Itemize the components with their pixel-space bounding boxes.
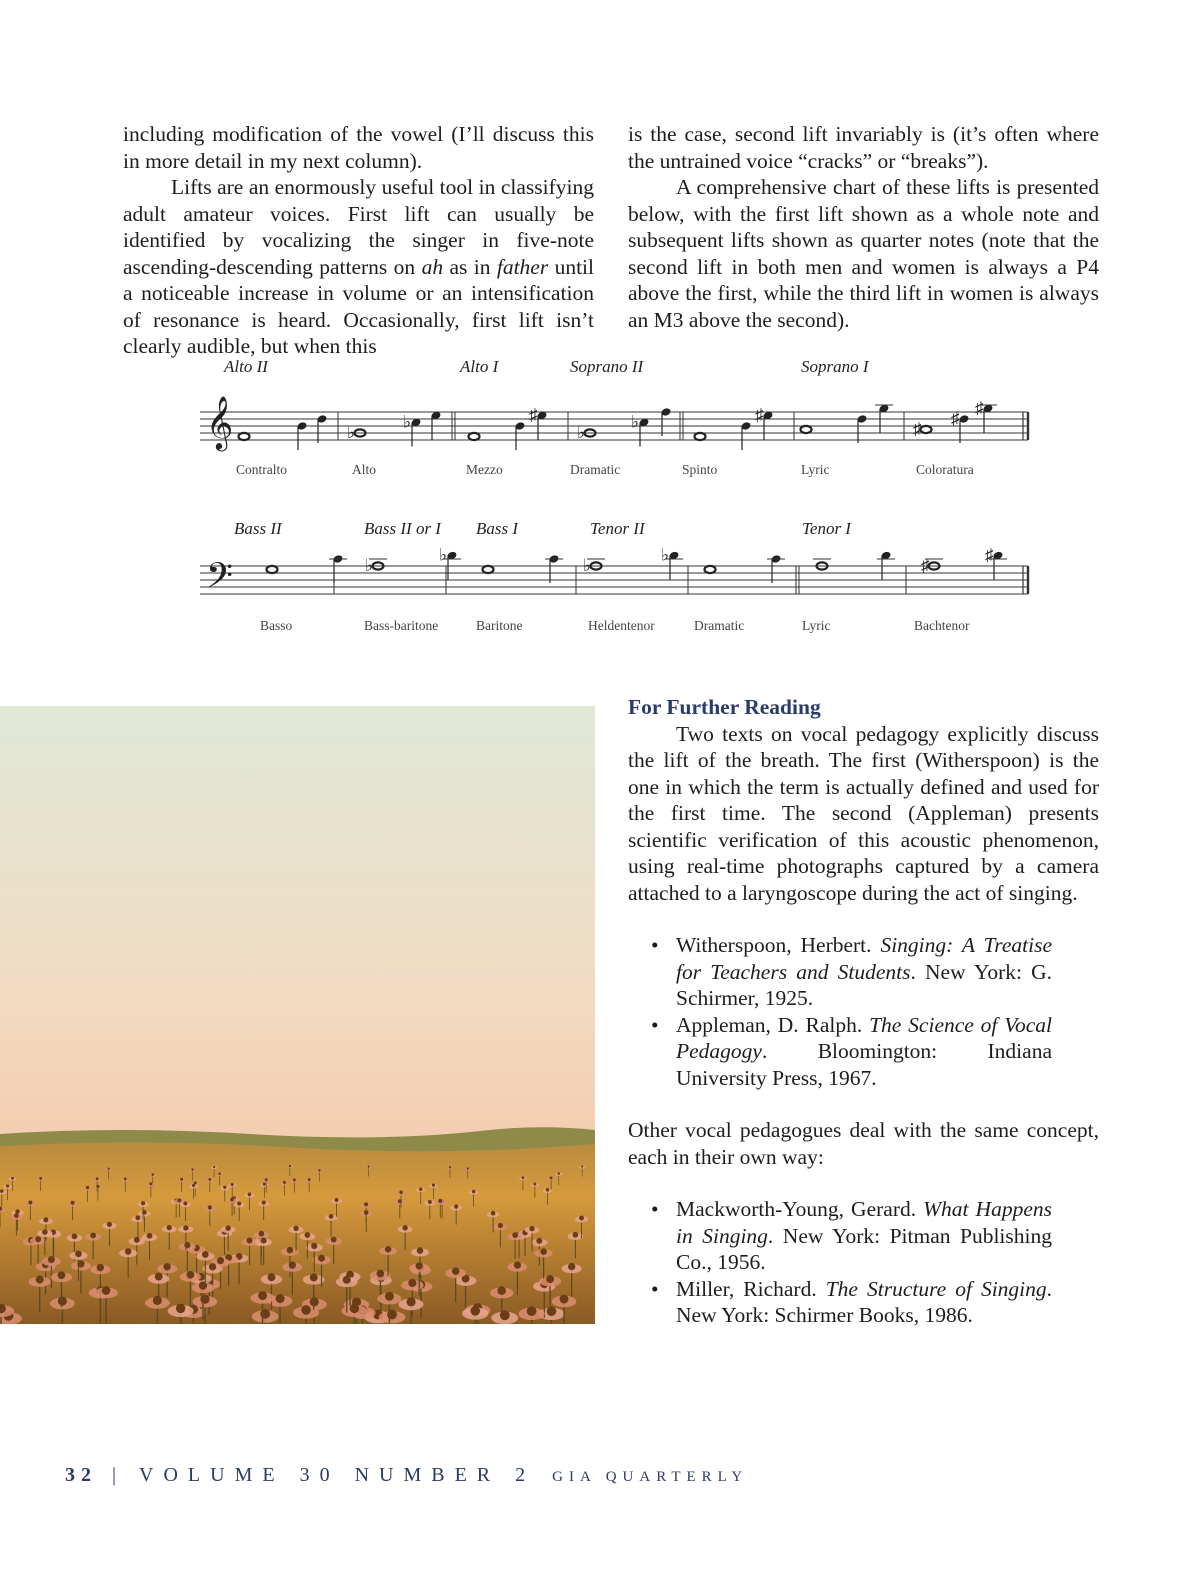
flower-cone <box>258 1291 267 1300</box>
flat-sign: ♭ <box>577 423 586 442</box>
flower-cone <box>287 1247 294 1254</box>
flower-cone <box>225 1225 230 1230</box>
reference-title: The Structure of Singing <box>825 1276 1047 1301</box>
reference-list-1 <box>628 932 1099 1091</box>
left-p2-em-father: father <box>496 254 549 279</box>
flower-cone <box>546 1275 554 1283</box>
voice-type-label: Bass-baritone <box>364 618 439 633</box>
flower-cone <box>350 1304 360 1314</box>
prairie-photo <box>0 706 595 1324</box>
voice-group-label: Bass II or I <box>364 519 441 538</box>
reference-item <box>651 1012 1052 1092</box>
left-p2-text-c: until a noticeable increase in volume or an intensification of resonance is heard. Occasionally, first lift isn’t clearly audible, but when this <box>123 254 595 358</box>
voice-type-label: Alto <box>352 462 377 477</box>
whole-note <box>469 433 480 440</box>
flat-sign: ♭ <box>631 412 640 432</box>
flower-cone <box>177 1198 181 1202</box>
flower-cone <box>512 1232 518 1238</box>
voice-type-label: Contralto <box>236 462 287 477</box>
flower-cone <box>368 1165 370 1167</box>
bullet: • <box>651 1197 659 1221</box>
flower-cone <box>176 1304 186 1314</box>
voice-group-label: Bass II <box>234 519 282 538</box>
flat-sign: ♭ <box>583 556 592 575</box>
flower-cone <box>48 1256 55 1263</box>
flower-cone <box>223 1186 226 1189</box>
flower-cone <box>167 1225 172 1230</box>
flower-cone <box>470 1306 480 1316</box>
flat-sign: ♭ <box>347 423 356 442</box>
flower-cone <box>402 1225 407 1230</box>
voice-type-label: Lyric <box>802 618 831 633</box>
flower-cone <box>231 1183 234 1186</box>
voice-type-label: Bachtenor <box>914 618 970 633</box>
flower-cone <box>329 1214 334 1219</box>
flower-cone <box>155 1273 163 1281</box>
flower-cone <box>293 1178 296 1181</box>
whole-note <box>483 566 494 573</box>
sharp-sign: ♯ <box>985 545 994 565</box>
voice-type-label: Baritone <box>476 618 523 633</box>
flower-cone <box>454 1204 458 1208</box>
flower-cone <box>399 1191 403 1195</box>
reference-item <box>651 932 1052 1012</box>
voice-group-label: Bass I <box>476 519 519 538</box>
flower-cone <box>15 1209 20 1214</box>
flower-cone <box>200 1295 209 1304</box>
reference-publisher: . New York: Pitman Publishing Co., 1956. <box>676 1223 1052 1274</box>
flower-cone <box>260 1309 270 1319</box>
flower-cone <box>102 1286 111 1295</box>
flower-cone <box>90 1233 96 1239</box>
sharp-sign: ♯ <box>755 405 764 425</box>
whole-note <box>801 426 812 433</box>
flower-cone <box>428 1200 432 1204</box>
flower-cone <box>71 1201 75 1205</box>
reference-publisher: . New York: G. Schirmer, 1925. <box>676 959 1052 1010</box>
flower-cone <box>417 1247 424 1254</box>
flower-cone <box>6 1184 9 1187</box>
flower-cone <box>107 1222 112 1227</box>
flower-cone <box>213 1166 215 1168</box>
flat-sign: ♭ <box>365 556 374 575</box>
left-p2-text-a: Lifts are an enormously useful tool in classifying adult amateur voices. First lift can usually be identified by vocalizing the singer in five-note ascending-descending patterns on <box>123 175 594 279</box>
whole-note <box>921 426 932 433</box>
footer-volume: VOLUME 30 NUMBER 2 <box>139 1464 536 1486</box>
flower-cone <box>283 1181 286 1184</box>
flower-cone <box>108 1168 110 1170</box>
flower-cone <box>199 1281 207 1289</box>
flower-cone <box>149 1182 152 1185</box>
voice-type-label: Heldentenor <box>588 618 655 633</box>
flower-cone <box>183 1201 187 1205</box>
flower-cone <box>432 1183 435 1186</box>
further-reading-section <box>628 694 1099 1329</box>
flower-cone <box>208 1205 212 1209</box>
flower-cone <box>86 1186 89 1189</box>
flower-cone <box>491 1211 496 1216</box>
flower-cone <box>406 1297 415 1306</box>
voice-group-label: Alto I <box>460 357 499 376</box>
reference-title: What Happens in Singing <box>676 1197 1052 1248</box>
flower-cone <box>262 1201 266 1205</box>
flower-cone <box>500 1310 510 1320</box>
page-footer <box>65 1464 748 1487</box>
flower-cone <box>522 1176 525 1179</box>
flower-cone <box>467 1167 469 1169</box>
flower-cone <box>186 1271 194 1279</box>
flower-cone <box>135 1215 140 1220</box>
flower-cone <box>247 1237 253 1243</box>
sharp-sign: ♯ <box>975 398 984 418</box>
left-p2-em-ah: ah <box>421 254 444 279</box>
flower-cone <box>308 1178 311 1181</box>
flower-cone <box>147 1233 153 1239</box>
flower-cone <box>289 1165 291 1167</box>
flower-cone <box>265 1178 268 1181</box>
flower-cone <box>550 1177 553 1180</box>
flower-cone <box>449 1166 451 1168</box>
flat-sign: ♭ <box>403 412 412 432</box>
flower-cone <box>14 1213 19 1218</box>
flower-cone <box>180 1178 183 1181</box>
whole-note <box>267 566 278 573</box>
flower-cone <box>527 1306 537 1316</box>
flower-cone <box>134 1237 140 1243</box>
flower-cone <box>311 1243 317 1249</box>
page-number: 32 <box>65 1464 97 1486</box>
reference-author: Miller, Richard. <box>676 1276 826 1301</box>
flower-cone <box>376 1270 384 1278</box>
reference-title: Singing: A Treatise for Teachers and Students <box>676 933 1052 984</box>
flower-cone <box>0 1189 3 1192</box>
flower-cone <box>387 1310 397 1320</box>
bullet: • <box>651 1012 659 1037</box>
voice-type-label: Mezzo <box>466 462 503 477</box>
flower-cone <box>568 1263 575 1270</box>
flower-cone <box>364 1202 368 1206</box>
whole-note <box>695 433 706 440</box>
flower-cone <box>39 1177 42 1180</box>
flower-cone <box>267 1273 275 1281</box>
flower-cone <box>416 1262 423 1269</box>
footer-separator: | <box>112 1464 117 1486</box>
flower-cone <box>540 1248 547 1255</box>
flower-cone <box>36 1276 44 1284</box>
right-paragraph-2: A comprehensive chart of these lifts is presented below, with the first lift shown as a whole note and subsequent lifts shown as quarter notes (note that the second lift in both men and women is always a P4 above the first, while the third lift in women is always an M3 above the second). <box>628 175 1099 332</box>
flower-cone <box>194 1181 197 1184</box>
reference-author: Witherspoon, Herbert. <box>676 933 881 957</box>
flower-cone <box>408 1279 416 1287</box>
flower-cone <box>472 1190 476 1194</box>
flat-sign: ♭ <box>661 545 670 565</box>
reference-item <box>651 1276 1053 1329</box>
sharp-sign: ♯ <box>529 405 538 425</box>
voice-lift-chart <box>198 350 1034 640</box>
treble-staff <box>200 357 1028 477</box>
voice-type-label: Coloratura <box>916 462 974 477</box>
flower-cone <box>153 1296 162 1305</box>
bullet: • <box>651 1276 659 1301</box>
flower-cone <box>301 1305 311 1315</box>
flower-cone <box>218 1172 221 1175</box>
flower-cone <box>11 1177 14 1180</box>
flower-cone <box>546 1188 549 1191</box>
flower-cone <box>438 1199 442 1203</box>
flower-cone <box>202 1251 209 1258</box>
flower-cone <box>209 1263 216 1270</box>
flower-cone <box>318 1255 325 1262</box>
other-pedagogues-text: Other vocal pedagogues deal with the same concept, each in their own way: <box>628 1118 1099 1169</box>
flower-cone <box>163 1263 170 1270</box>
flower-cone <box>124 1177 127 1180</box>
flower-cone <box>310 1274 318 1282</box>
flower-cone <box>497 1286 506 1295</box>
flower-cone <box>261 1238 267 1244</box>
bass-clef-icon: 𝄢 <box>206 558 234 604</box>
flower-cone <box>304 1232 310 1238</box>
flower-cone <box>28 1201 32 1205</box>
left-p2-text-b: as in <box>443 254 497 279</box>
flower-cone <box>452 1267 460 1275</box>
voice-group-label: Alto II <box>224 357 268 376</box>
flower-cone <box>72 1233 78 1239</box>
flower-cone <box>419 1187 422 1190</box>
flower-cone <box>385 1292 394 1301</box>
voice-type-label: Basso <box>260 618 293 633</box>
flower-cone <box>579 1216 584 1221</box>
voice-group-label: Tenor I <box>802 519 851 538</box>
flower-cone <box>385 1246 391 1252</box>
flower-cone <box>263 1183 266 1186</box>
flower-cone <box>183 1225 188 1230</box>
flower-cone <box>97 1264 104 1271</box>
reference-title: The Science of Vocal Pedagogy <box>676 1012 1052 1063</box>
flower-cone <box>248 1193 252 1197</box>
flower-cone <box>335 1198 339 1202</box>
flower-cone <box>237 1202 241 1206</box>
reference-publisher: . Bloomington: Indiana University Press, 1967. <box>676 1039 1052 1090</box>
flower-cone <box>331 1237 337 1243</box>
left-paragraph-2 <box>123 174 594 360</box>
flower-cone <box>125 1248 132 1255</box>
flower-cone <box>536 1238 542 1244</box>
further-reading-intro: Two texts on vocal pedagogy explicitly discuss the lift of the breath. The first (Witherspoon) is the one in which the term is actually defined and used for the first time. The second (Appleman) presents scientific verification of this acoustic phenomenon, using real-time photographs captured by a camera attached to a laryngoscope during the act of singing. <box>628 721 1099 905</box>
flower-cone <box>184 1242 190 1248</box>
flower-cone <box>217 1257 224 1264</box>
reference-author: Mackworth-Young, Gerard. <box>676 1197 924 1221</box>
flower-cone <box>276 1294 285 1303</box>
reference-publisher: . New York: Schirmer Books, 1986. <box>676 1276 1053 1327</box>
voice-type-label: Spinto <box>682 462 718 477</box>
right-paragraph-1: is the case, second lift invariably is (it’s often where the untrained voice “cracks” or “breaks”). <box>628 122 1099 173</box>
flower-cone <box>498 1223 503 1228</box>
reference-list-2 <box>628 1196 1099 1329</box>
flower-cone <box>192 1184 195 1187</box>
flat-sign: ♭ <box>439 545 448 565</box>
flower-cone <box>58 1271 66 1279</box>
bass-staff <box>200 519 1028 633</box>
flower-cone <box>191 1168 193 1170</box>
left-paragraph-1: including modification of the vowel (I’ll discuss this in more detail in my next column). <box>123 122 594 173</box>
flower-cone <box>343 1276 351 1284</box>
flower-cone <box>560 1295 569 1304</box>
voice-type-label: Dramatic <box>570 462 621 477</box>
flower-cone <box>514 1261 521 1268</box>
sharp-sign: ♯ <box>951 409 960 428</box>
flower-cone <box>581 1165 583 1167</box>
voice-group-label: Soprano I <box>801 357 869 376</box>
flower-cone <box>547 1306 557 1316</box>
further-reading-heading: For Further Reading <box>628 695 821 719</box>
voice-group-label: Soprano II <box>570 357 644 376</box>
flower-cone <box>259 1231 265 1237</box>
flower-cone <box>151 1173 154 1176</box>
whole-note <box>239 433 250 440</box>
sharp-sign: ♯ <box>921 556 930 575</box>
flower-cone <box>43 1217 48 1222</box>
reference-author: Appleman, D. Ralph. <box>676 1012 870 1037</box>
voice-type-label: Lyric <box>801 462 830 477</box>
flower-cone <box>533 1182 536 1185</box>
left-column <box>123 121 594 360</box>
sharp-sign: ♯ <box>913 419 922 439</box>
voice-type-label: Dramatic <box>694 618 745 633</box>
flower-cone <box>141 1201 145 1205</box>
treble-clef-icon: 𝄞 <box>206 397 234 448</box>
voice-group-label: Tenor II <box>590 519 645 538</box>
flower-cone <box>318 1169 320 1171</box>
flower-cone <box>35 1236 41 1242</box>
flower-cone <box>96 1177 99 1180</box>
whole-note <box>705 566 716 573</box>
flower-cone <box>208 1178 211 1181</box>
flower-cone <box>573 1232 579 1238</box>
flower-cone <box>58 1296 67 1305</box>
flower-cone <box>557 1172 560 1175</box>
flower-cone <box>75 1250 82 1257</box>
right-column <box>628 121 1099 333</box>
flower-cone <box>289 1261 296 1268</box>
bullet: • <box>651 933 659 957</box>
footer-publication: GIA QUARTERLY <box>552 1469 749 1485</box>
flower-cone <box>42 1229 48 1235</box>
flower-cone <box>293 1226 298 1231</box>
flower-cone <box>529 1226 534 1231</box>
reference-item <box>651 1196 1052 1276</box>
